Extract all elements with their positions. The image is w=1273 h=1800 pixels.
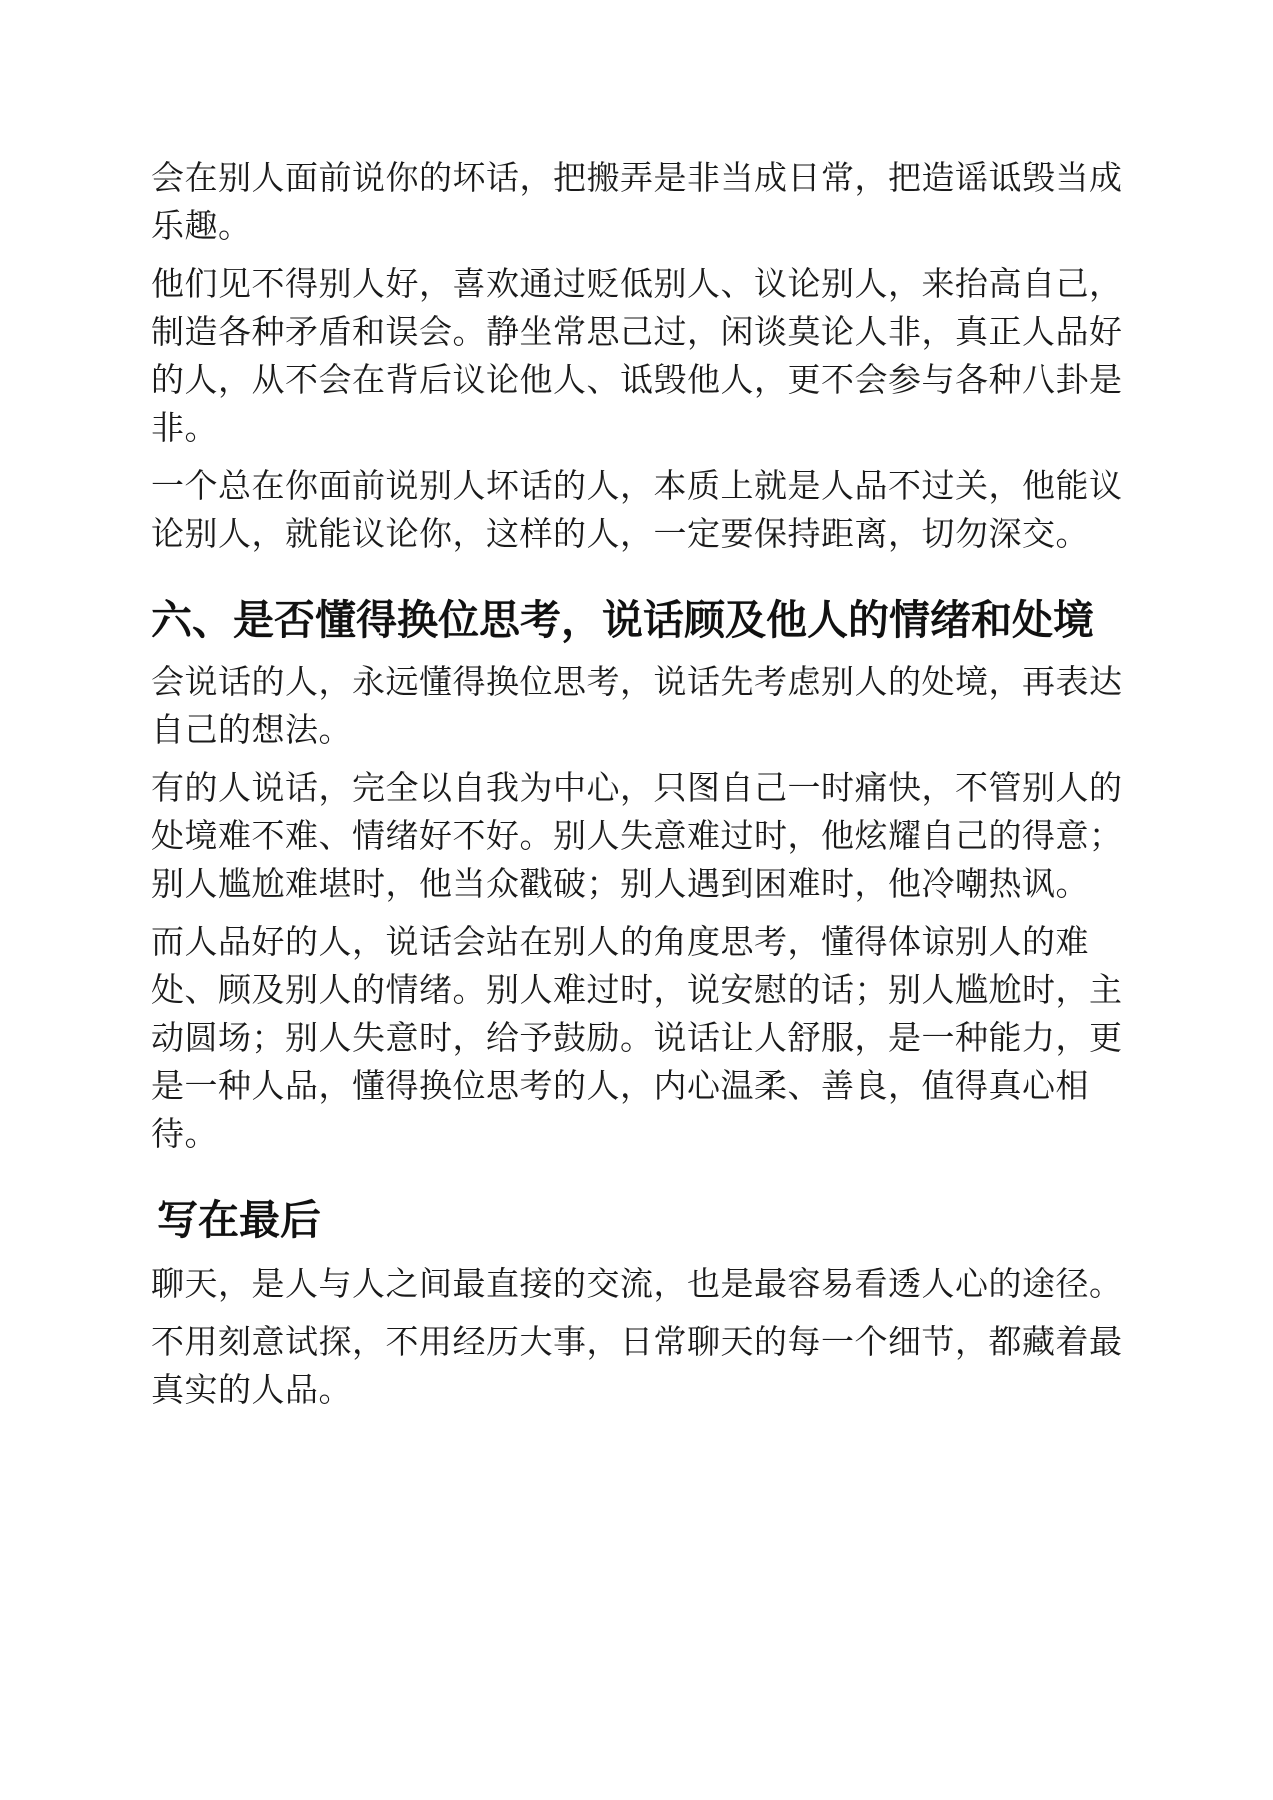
paragraph: 他们见不得别人好，喜欢通过贬低别人、议论别人，来抬高自己，制造各种矛盾和误会。静坐常思己过，闲谈莫论人非，真正人品好的人，从不会在背后议论他人、诋毁他人，更不会参与各种八卦是非。 [151, 264, 1123, 447]
paragraph: 有的人说话，完全以自我为中心，只图自己一时痛快，不管别人的处境难不难、情绪好不好。别人失意难过时，他炫耀自己的得意；别人尴尬难堪时，他当众戳破；别人遇到困难时，他冷嘲热讽。 [151, 768, 1123, 903]
paragraph: 会在别人面前说你的坏话，把搬弄是非当成日常，把造谣诋毁当成乐趣。 [151, 158, 1123, 245]
paragraph: 不用刻意试探，不用经历大事，日常聊天的每一个细节，都藏着最真实的人品。 [151, 1322, 1123, 1409]
paragraph: 聊天，是人与人之间最直接的交流，也是最容易看透人心的途径。 [151, 1264, 1123, 1303]
paragraph: 会说话的人，永远懂得换位思考，说话先考虑别人的处境，再表达自己的想法。 [151, 662, 1123, 749]
document-body [151, 154, 1131, 1414]
section-heading: 写在最后 [157, 1196, 321, 1244]
section-heading: 六、是否懂得换位思考，说话顾及他人的情绪和处境 [151, 596, 1094, 644]
paragraph: 一个总在你面前说别人坏话的人，本质上就是人品不过关，他能议论别人，就能议论你，这样的人，一定要保持距离，切勿深交。 [151, 466, 1123, 553]
paragraph: 而人品好的人，说话会站在别人的角度思考，懂得体谅别人的难处、顾及别人的情绪。别人难过时，说安慰的话；别人尴尬时，主动圆场；别人失意时，给予鼓励。说话让人舒服，是一种能力，更是一种人品，懂得换位思考的人，内心温柔、善良，值得真心相待。 [151, 922, 1123, 1153]
